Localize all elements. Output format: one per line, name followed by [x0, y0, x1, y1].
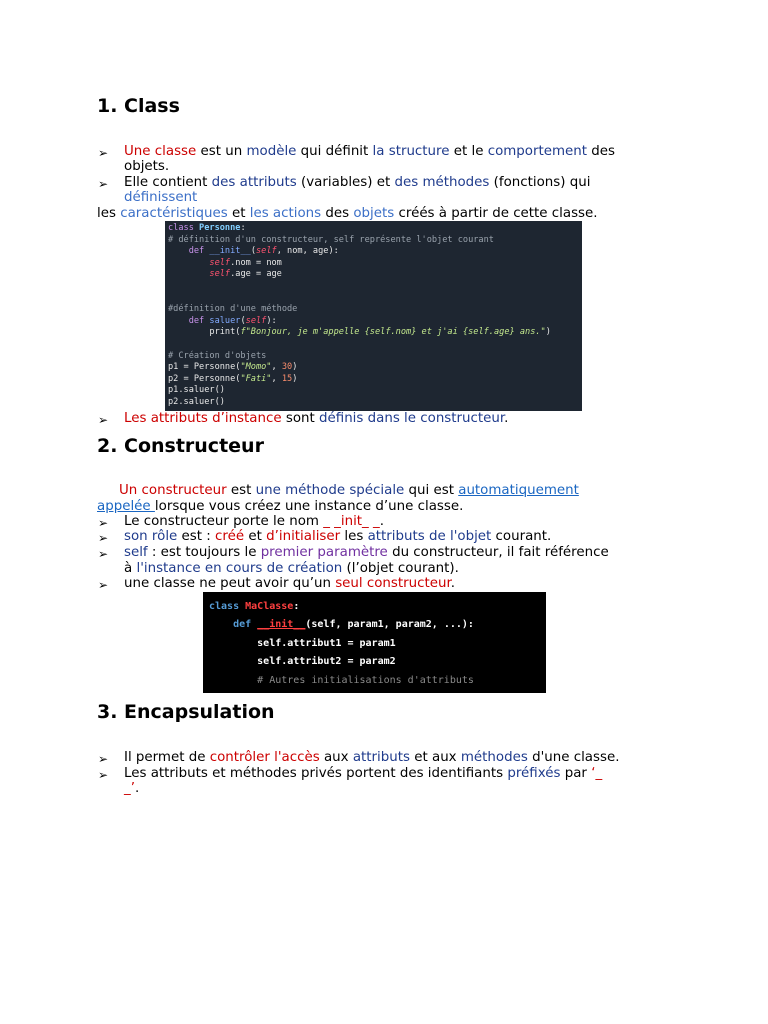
s2-bullet-3-line-2: à l'instance en cours de création (l’objet courant). — [124, 561, 459, 576]
code-line: def __init__(self, nom, age): — [188, 246, 339, 257]
code-line: self.attribut1 = param1 — [209, 637, 396, 649]
s2-bullet-4: une classe ne peut avoir qu’un seul constructeur. — [124, 576, 456, 591]
bullet-icon: ➢ — [98, 768, 109, 782]
bullet-icon: ➢ — [98, 177, 109, 191]
code-line: p2.saluer() — [168, 396, 225, 407]
s1-bullet-2-line-1: Elle contient des attributs (variables) et des méthodes (fonctions) qui — [124, 175, 591, 190]
code-line: p1 = Personne("Momo", 30) — [168, 362, 298, 373]
code-screenshot-maclasse — [203, 592, 546, 693]
code-line: def __init__(self, param1, param2, ...): — [233, 619, 474, 631]
code-line: # Création d'objets — [168, 350, 267, 361]
section-number: 2. — [97, 435, 118, 457]
code-line: self.attribut2 = param2 — [209, 656, 396, 668]
s3-bullet-2-line-1: Les attributs et méthodes privés portent des identifiants préfixés par ‘_ — [124, 766, 603, 781]
s1-bullet-1-line-2: objets. — [124, 159, 170, 174]
code-line: #définition d'une méthode — [168, 304, 298, 315]
s2-intro-line-1: Un constructeur est une méthode spéciale qui est automatiquement — [119, 483, 579, 498]
section-2-heading — [97, 435, 264, 457]
section-number: 1. — [97, 95, 118, 117]
code-line: self.age = age — [209, 269, 282, 280]
code-line: p2 = Personne("Fati", 15) — [168, 373, 298, 384]
appelee-link[interactable]: appelée — [97, 499, 155, 514]
s3-bullet-1: Il permet de contrôler l'accès aux attributs et aux méthodes d'une classe. — [124, 750, 620, 765]
code-line: class MaClasse: — [209, 601, 300, 612]
code-line: # Autres initialisations d'attributs — [257, 674, 474, 686]
section-title: Constructeur — [124, 435, 264, 457]
s1-bullet-1-line-1: Une classe est un modèle qui définit la structure et le comportement des — [124, 144, 615, 159]
automatiquement-link[interactable]: automatiquement — [458, 483, 579, 498]
code-screenshot-personne — [165, 221, 582, 411]
code-line: self.nom = nom — [209, 257, 282, 268]
section-title: Encapsulation — [124, 701, 275, 723]
bullet-icon: ➢ — [98, 516, 109, 530]
code-line: class Personne: — [168, 223, 246, 233]
s1-paragraph: les caractéristiques et les actions des objets créés à partir de cette classe. — [97, 206, 598, 221]
code-line: def saluer(self): — [188, 315, 277, 326]
section-title: Class — [124, 95, 180, 117]
s1-bullet-3: Les attributs d’instance sont définis dans le constructeur. — [124, 411, 509, 426]
bullet-icon: ➢ — [98, 413, 109, 427]
section-1-heading — [97, 95, 180, 117]
bullet-icon: ➢ — [98, 752, 109, 766]
s2-intro-line-2: appelée lorsque vous créez une instance d’une classe. — [97, 499, 464, 514]
s2-bullet-2: son rôle est : créé et d’initialiser les attributs de l'objet courant. — [124, 529, 552, 544]
code-line: p1.saluer() — [168, 385, 225, 396]
bullet-icon: ➢ — [98, 531, 109, 545]
s1-bullet-2-line-2: définissent — [124, 190, 198, 205]
bullet-icon: ➢ — [98, 146, 109, 160]
s2-bullet-3-line-1: self : est toujours le premier paramètre du constructeur, il fait référence — [124, 545, 609, 560]
s2-bullet-1: Le constructeur porte le nom _ _init_ _. — [124, 514, 384, 529]
bullet-icon: ➢ — [98, 547, 109, 561]
section-3-heading — [97, 701, 275, 723]
s3-bullet-2-line-2: _’. — [124, 781, 140, 796]
section-number: 3. — [97, 701, 118, 723]
code-line: print(f"Bonjour, je m'appelle {self.nom} et j'ai {self.age} ans.") — [209, 327, 551, 338]
bullet-icon: ➢ — [98, 578, 109, 592]
code-line: # définition d'un constructeur, self représente l'objet courant — [168, 234, 494, 245]
